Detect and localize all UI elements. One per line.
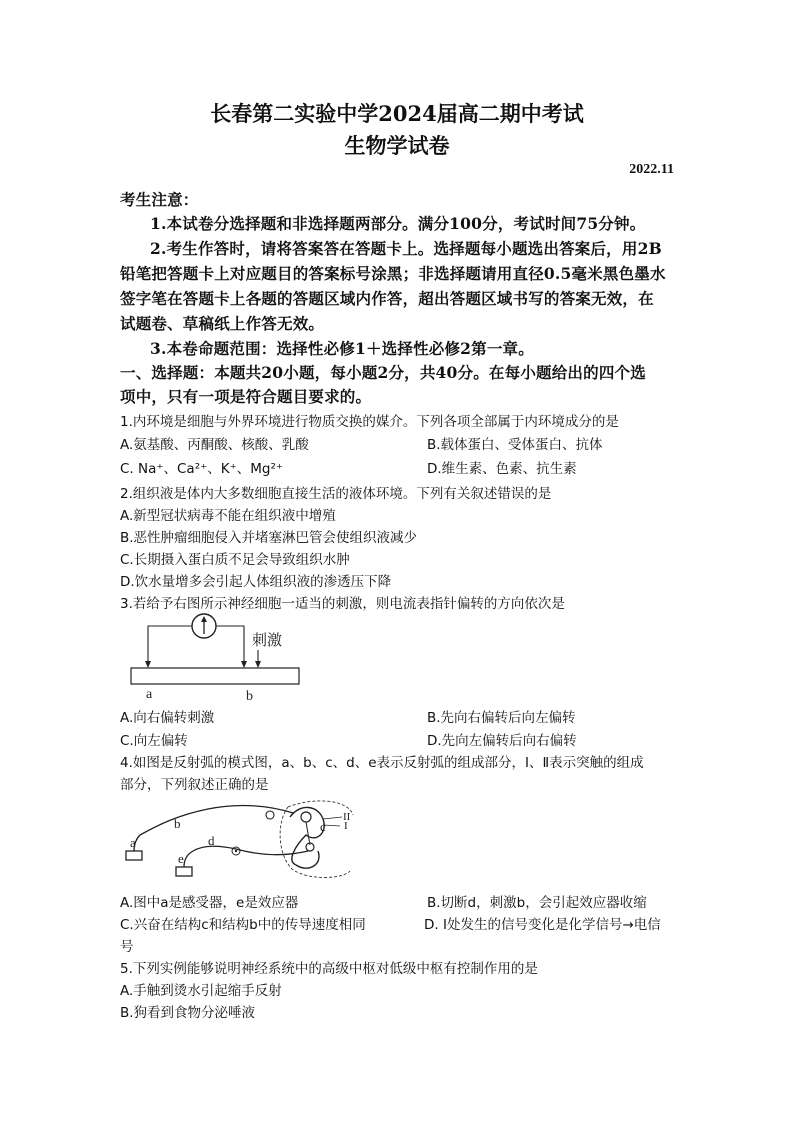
gray-matter	[290, 807, 324, 868]
q3-option-a: A.向右偏转刺激	[120, 710, 215, 726]
point-b-label: b	[246, 689, 253, 704]
q4-option-b: B.切断d，刺激b，会引起效应器收缩	[427, 895, 647, 911]
notice-item-2-line-4: 试题卷、草稿纸上作答无效。	[120, 314, 325, 333]
synapse-II-pointer	[323, 817, 342, 819]
q5-stem: 5.下列实例能够说明神经系统中的高级中枢对低级中枢有控制作用的是	[120, 961, 538, 977]
right-electrode-wire	[216, 626, 244, 666]
q5-option-a: A.手触到烫水引起缩手反射	[120, 983, 282, 999]
q4-stem-line-2: 部分，下列叙述正确的是	[120, 777, 269, 793]
notice-item-2-line-2: 铅笔把答题卡上对应题目的答案标号涂黑；非选择题请用直径0.5毫米黑色墨水	[120, 264, 666, 283]
q4-stem-line-1: 4.如图是反射弧的模式图，a、b、c、d、e表示反射弧的组成部分，Ⅰ、Ⅱ表示突触的组成	[120, 755, 644, 771]
label-a: a	[130, 835, 136, 850]
receptor-a	[126, 851, 142, 860]
q2-option-b: B.恶性肿瘤细胞侵入并堵塞淋巴管会使组织液减少	[120, 530, 418, 546]
notice-item-2-line-3: 签字笔在答题卡上各题的答题区域内作答，超出答题区域书写的答案无效，在	[120, 289, 654, 308]
interneuron-body	[301, 812, 311, 822]
section-1-heading-line-2: 项中，只有一项是符合题目要求的。	[120, 387, 372, 406]
label-b: b	[174, 816, 181, 831]
notice-item-2-line-1: 2.考生作答时，请将答案答在答题卡上。选择题每小题选出答案后，用2B	[150, 239, 662, 258]
q3-neuron-galvanometer-figure	[125, 612, 305, 704]
label-c: c	[320, 819, 326, 834]
right-electrode-tip	[241, 661, 247, 668]
left-electrode-tip	[145, 661, 151, 668]
ganglion	[266, 811, 274, 819]
q4-option-d-continued: 号	[120, 939, 134, 955]
point-a-label: a	[146, 687, 153, 702]
q1-option-d: D.维生素、色素、抗生素	[427, 461, 577, 477]
q5-option-b: B.狗看到食物分泌唾液	[120, 1005, 256, 1021]
q2-option-d: D.饮水量增多会引起人体组织液的渗透压下降	[120, 574, 392, 590]
q4-option-a: A.图中a是感受器，e是效应器	[120, 895, 299, 911]
exam-subtitle: 生物学试卷	[344, 133, 450, 158]
notice-heading: 考生注意：	[120, 190, 199, 209]
label-e: e	[178, 851, 184, 866]
q3-stem: 3.若给予右图所示神经细胞一适当的刺激，则电流表指针偏转的方向依次是	[120, 596, 565, 612]
interneuron-axon	[306, 822, 310, 845]
q3-option-d: D.先向左偏转后向右偏转	[427, 733, 577, 749]
effector-e	[176, 867, 192, 876]
q4-option-d: D. Ⅰ处发生的信号变化是化学信号→电信	[424, 917, 661, 933]
q2-option-a: A.新型冠状病毒不能在组织液中增殖	[120, 508, 336, 524]
q2-option-c: C.长期摄入蛋白质不足会导致组织水肿	[120, 552, 350, 568]
exam-title: 长春第二实验中学2024届高二期中考试	[210, 101, 584, 126]
notice-item-1: 1.本试卷分选择题和非选择题两部分。满分100分，考试时间75分钟。	[150, 214, 646, 233]
q4-option-c: C.兴奋在结构c和结构b中的传导速度相同	[120, 917, 366, 933]
label-synapse-I: I	[344, 820, 348, 832]
left-electrode-wire	[148, 626, 192, 666]
stimulus-label: 刺激	[252, 631, 283, 649]
q1-option-c: C. Na⁺、Ca²⁺、K⁺、Mg²⁺	[120, 461, 283, 477]
q1-option-a: A.氨基酸、丙酮酸、核酸、乳酸	[120, 437, 309, 453]
exam-date: 2022.11	[629, 162, 674, 177]
q3-option-c: C.向左偏转	[120, 733, 188, 749]
nerve-fiber	[131, 668, 299, 684]
q4-reflex-arc-figure	[118, 795, 363, 887]
stimulus-arrow-head	[255, 661, 261, 668]
q1-option-b: B.载体蛋白、受体蛋白、抗体	[427, 437, 603, 453]
notice-item-3: 3.本卷命题范围：选择性必修1＋选择性必修2第一章。	[150, 339, 534, 358]
q3-option-b: B.先向右偏转后向左偏转	[427, 710, 576, 726]
galvanometer-pointer-head	[201, 616, 207, 622]
label-synapse-II: II	[343, 811, 351, 823]
section-1-heading-line-1: 一、选择题：本题共20小题，每小题2分，共40分。在每小题给出的四个选	[120, 363, 646, 382]
q2-stem: 2.组织液是体内大多数细胞直接生活的液体环境。下列有关叙述错误的是	[120, 486, 552, 502]
label-d: d	[208, 833, 215, 848]
efferent-node-dot	[235, 850, 237, 852]
q1-stem: 1.内环境是细胞与外界环境进行物质交换的媒介。下列各项全部属于内环境成分的是	[120, 414, 619, 430]
efferent-nerve-d	[184, 846, 308, 867]
